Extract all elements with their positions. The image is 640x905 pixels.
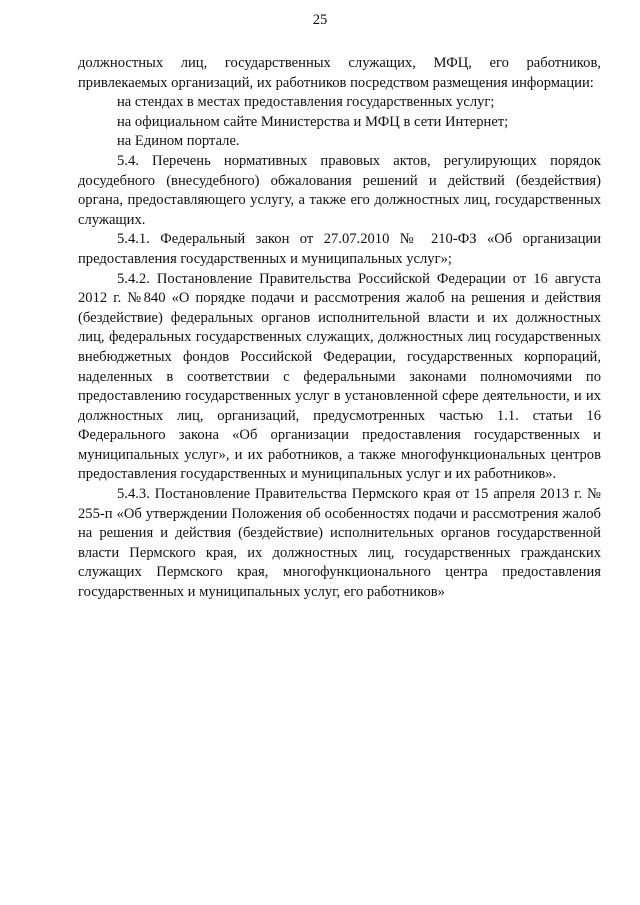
- paragraph-officials-info: должностных лиц, государственных служащих, МФЦ, его работников, привлекаемых организаций, их работников посредством размещения информации:: [78, 55, 601, 91]
- paragraph-5-4-2: 5.4.2. Постановление Правительства Российской Федерации от 16 августа 2012 г. №840 «О порядке подачи и рассмотрения жалоб на решения и действия (бездействие) федеральных органов исполнительной власти и их должностных лиц, федеральных государственных служащих, должностных лиц государственных внебюджетных фондов Российской Федерации, государственных корпораций, наделенных в соответствии с федеральными законами полномочиями по предоставлению государственных услуг в установленной сфере деятельности, и их должностных лиц, организаций, предусмотренных частью 1.1. статьи 16 Федерального закона «Об организации предоставления государственных и муниципальных услуг», и их работников, а также многофункциональных центров предоставления государственных и муниципальных услуг и их работников».: [78, 270, 601, 483]
- paragraph-official-site: на официальном сайте Министерства и МФЦ в сети Интернет;: [117, 113, 509, 130]
- page-number: 25: [312, 12, 328, 28]
- document-body: [78, 54, 601, 603]
- paragraph-5-4-1: 5.4.1. Федеральный закон от 27.07.2010 № 210-ФЗ «Об организации предоставления государственных и муниципальных услуг»;: [78, 231, 601, 267]
- paragraph-unified-portal: на Едином портале.: [117, 133, 240, 150]
- paragraph-stands: на стендах в местах предоставления государственных услуг;: [117, 94, 495, 111]
- paragraph-5-4: 5.4. Перечень нормативных правовых актов, регулирующих порядок досудебного (внесудебного) обжалования решений и действий (бездействия) органа, предоставляющего услугу, а также его должностных лиц, государственных служащих.: [78, 152, 601, 228]
- paragraph-5-4-3: 5.4.3. Постановление Правительства Пермского края от 15 апреля 2013 г. № 255-п «Об утверждении Положения об особенностях подачи и рассмотрения жалоб на решения и действия (бездействие) исполнительных органов государственной власти Пермского края, их должностных лиц, государственных гражданских служащих Пермского края, многофункционального центра предоставления государственных и муниципальных услуг, его работников»: [78, 486, 601, 601]
